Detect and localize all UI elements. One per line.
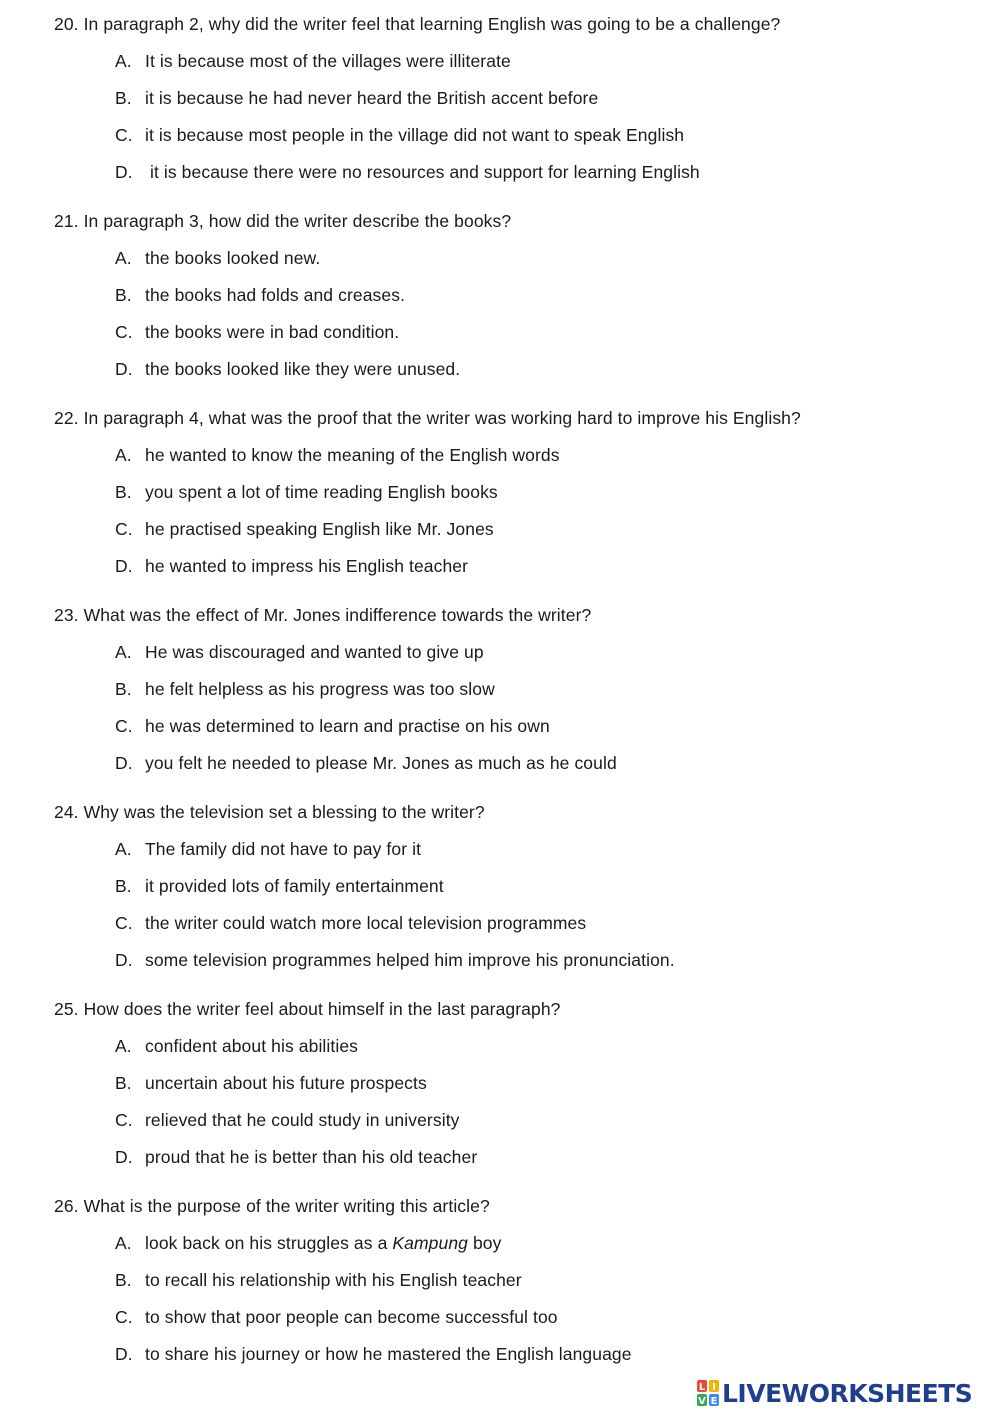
option-letter: B. bbox=[115, 1073, 132, 1093]
option-text: the books had folds and creases. bbox=[145, 285, 406, 305]
option-text: the writer could watch more local television programmes bbox=[145, 913, 587, 933]
answer-option bbox=[115, 321, 399, 343]
question-stem: 21. In paragraph 3, how did the writer describe the books? bbox=[54, 211, 512, 231]
answer-option bbox=[115, 124, 684, 146]
answer-option bbox=[115, 1306, 558, 1328]
answer-option bbox=[115, 875, 444, 897]
answer-option bbox=[115, 87, 598, 109]
answer-option bbox=[115, 912, 586, 934]
option-text: look back on his struggles as a bbox=[145, 1233, 393, 1253]
question-stem: 24. Why was the television set a blessing to the writer? bbox=[54, 802, 485, 822]
option-letter: C. bbox=[115, 519, 133, 539]
option-text: the books looked new. bbox=[145, 248, 321, 268]
option-letter: C. bbox=[115, 125, 133, 145]
liveworksheets-brand bbox=[697, 1379, 972, 1409]
option-text: the books looked like they were unused. bbox=[145, 359, 461, 379]
option-letter: A. bbox=[115, 445, 132, 465]
logo-letter-v: V bbox=[698, 1396, 706, 1407]
logo-letter-i: I bbox=[712, 1382, 716, 1393]
answer-option bbox=[115, 481, 498, 503]
option-text: to recall his relationship with his English teacher bbox=[145, 1270, 522, 1290]
option-letter: A. bbox=[115, 248, 132, 268]
option-letter: C. bbox=[115, 322, 133, 342]
option-letter: A. bbox=[115, 839, 132, 859]
option-letter: D. bbox=[115, 162, 133, 182]
option-letter: C. bbox=[115, 1307, 133, 1327]
option-letter: A. bbox=[115, 1233, 132, 1253]
option-text: he wanted to impress his English teacher bbox=[145, 556, 469, 576]
option-letter: C. bbox=[115, 716, 133, 736]
answer-option bbox=[115, 752, 617, 774]
option-text: He was discouraged and wanted to give up bbox=[145, 642, 484, 662]
answer-option bbox=[115, 1072, 427, 1094]
option-letter: B. bbox=[115, 88, 132, 108]
option-letter: A. bbox=[115, 51, 132, 71]
option-text: to show that poor people can become successful too bbox=[145, 1307, 558, 1327]
option-text: confident about his abilities bbox=[145, 1036, 359, 1056]
logo-letter-l: L bbox=[698, 1382, 706, 1393]
answer-option bbox=[115, 555, 468, 577]
option-text: it is because he had never heard the British accent before bbox=[145, 88, 599, 108]
option-text: it provided lots of family entertainment bbox=[145, 876, 444, 896]
answer-option bbox=[115, 949, 675, 971]
option-letter: A. bbox=[115, 1036, 132, 1056]
answer-option bbox=[115, 247, 320, 269]
option-letter: C. bbox=[115, 913, 133, 933]
option-text: some television programmes helped him improve his pronunciation. bbox=[145, 950, 675, 970]
option-letter: C. bbox=[115, 1110, 133, 1130]
answer-option bbox=[115, 838, 421, 860]
question-stem: 26. What is the purpose of the writer writing this article? bbox=[54, 1196, 490, 1216]
option-text: he practised speaking English like Mr. Jones bbox=[145, 519, 494, 539]
option-text: uncertain about his future prospects bbox=[145, 1073, 427, 1093]
option-letter: D. bbox=[115, 950, 133, 970]
option-text: the books were in bad condition. bbox=[145, 322, 400, 342]
option-letter: D. bbox=[115, 359, 133, 379]
option-italic-text: Kampung bbox=[392, 1233, 468, 1253]
answer-option bbox=[115, 444, 560, 466]
answer-option bbox=[115, 1109, 460, 1131]
option-letter: D. bbox=[115, 753, 133, 773]
option-text: to share his journey or how he mastered the English language bbox=[145, 1344, 632, 1364]
answer-option bbox=[115, 518, 494, 540]
option-letter: D. bbox=[115, 556, 133, 576]
answer-option bbox=[115, 678, 495, 700]
option-text: you spent a lot of time reading English books bbox=[145, 482, 498, 502]
answer-option bbox=[115, 1035, 358, 1057]
question-stem: 20. In paragraph 2, why did the writer feel that learning English was going to be a challenge? bbox=[54, 14, 781, 34]
option-letter: A. bbox=[115, 642, 132, 662]
option-text: proud that he is better than his old teacher bbox=[145, 1147, 478, 1167]
answer-option bbox=[115, 161, 700, 183]
answer-option bbox=[115, 1343, 632, 1365]
option-text: It is because most of the villages were illiterate bbox=[145, 51, 511, 71]
question-stem: 22. In paragraph 4, what was the proof that the writer was working hard to improve his English? bbox=[54, 408, 801, 428]
question-stem: 25. How does the writer feel about himself in the last paragraph? bbox=[54, 999, 561, 1019]
answer-option bbox=[115, 1269, 522, 1291]
answer-option bbox=[115, 284, 405, 306]
answer-option bbox=[115, 715, 550, 737]
answer-option bbox=[115, 1232, 501, 1254]
option-text-after: boy bbox=[468, 1233, 502, 1253]
option-letter: B. bbox=[115, 482, 132, 502]
option-text: it is because there were no resources and support for learning English bbox=[145, 162, 700, 182]
option-text: it is because most people in the village did not want to speak English bbox=[145, 125, 685, 145]
answer-option bbox=[115, 50, 511, 72]
option-letter: B. bbox=[115, 679, 132, 699]
answer-option bbox=[115, 641, 484, 663]
option-letter: D. bbox=[115, 1147, 133, 1167]
option-text: you felt he needed to please Mr. Jones as much as he could bbox=[145, 753, 617, 773]
option-letter: B. bbox=[115, 1270, 132, 1290]
option-text: he felt helpless as his progress was too slow bbox=[145, 679, 495, 699]
option-letter: B. bbox=[115, 285, 132, 305]
option-text: The family did not have to pay for it bbox=[145, 839, 422, 859]
question-stem: 23. What was the effect of Mr. Jones indifference towards the writer? bbox=[54, 605, 592, 625]
option-letter: D. bbox=[115, 1344, 133, 1364]
option-letter: B. bbox=[115, 876, 132, 896]
option-text: he was determined to learn and practise on his own bbox=[145, 716, 550, 736]
answer-option bbox=[115, 358, 460, 380]
option-text: he wanted to know the meaning of the English words bbox=[145, 445, 560, 465]
option-text: relieved that he could study in university bbox=[145, 1110, 460, 1130]
logo-letter-e: E bbox=[710, 1396, 718, 1407]
liveworksheets-logo-icon bbox=[697, 1380, 719, 1408]
answer-option bbox=[115, 1146, 477, 1168]
liveworksheets-logo-text: LIVEWORKSHEETS bbox=[722, 1379, 973, 1408]
